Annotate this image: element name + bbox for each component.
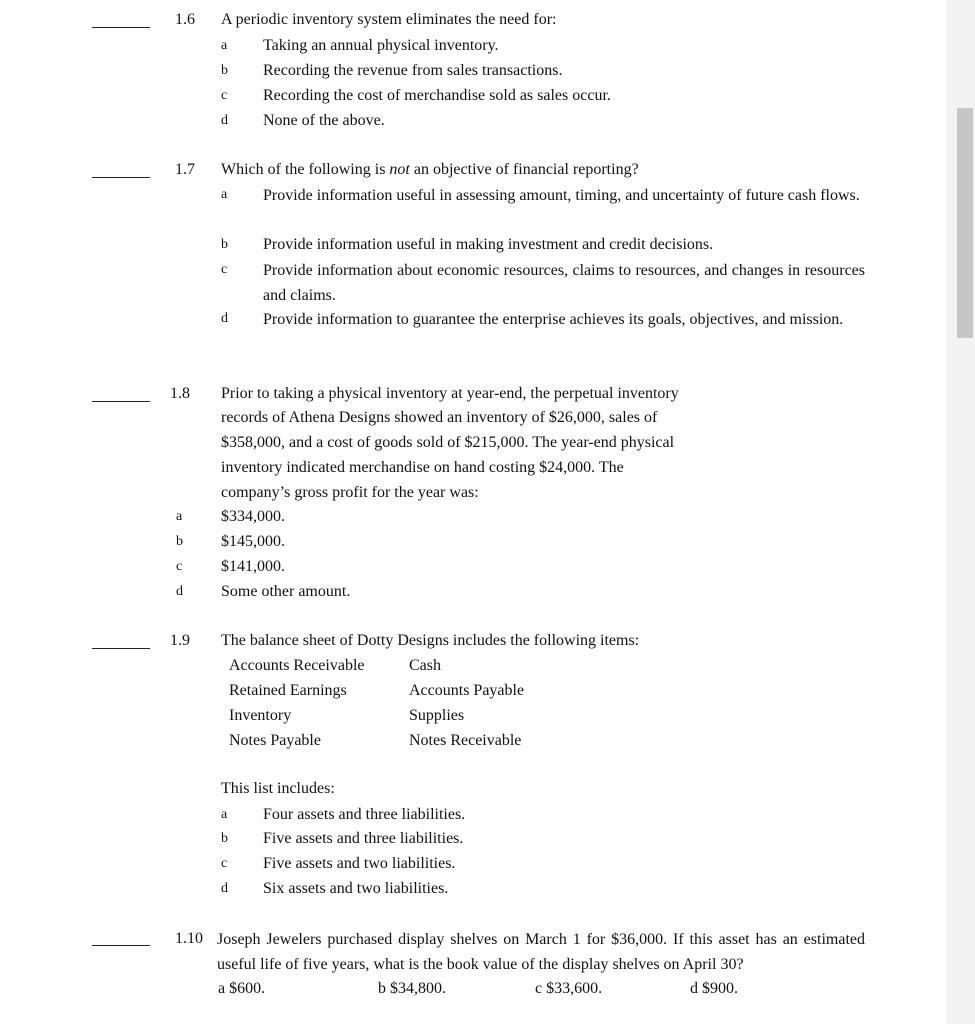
- balance-item: Cash: [409, 657, 441, 674]
- option-letter: c: [221, 88, 228, 103]
- scrollbar-thumb[interactable]: [957, 108, 973, 338]
- option-text: Five assets and three liabilities.: [263, 830, 464, 847]
- question-text-line: inventory indicated merchandise on hand costing $24,000. The: [221, 459, 624, 476]
- option-text: $334,000.: [221, 508, 285, 525]
- option-letter: c: [221, 262, 228, 277]
- option-text: Six assets and two liabilities.: [263, 880, 449, 897]
- option-letter: b: [221, 831, 228, 846]
- question-number: 1.6: [175, 11, 195, 28]
- option-text: Five assets and two liabilities.: [263, 855, 456, 872]
- question-text-line: company’s gross profit for the year was:: [221, 484, 479, 501]
- option-text: $141,000.: [221, 558, 285, 575]
- balance-item: Retained Earnings: [229, 682, 347, 699]
- option-letter: b: [176, 534, 183, 549]
- question-number: 1.8: [170, 385, 190, 402]
- option-letter: d: [221, 311, 228, 326]
- option-letter: c: [176, 559, 183, 574]
- option-text: d $900.: [690, 980, 738, 997]
- option-letter: d: [221, 881, 228, 896]
- question-text-line: records of Athena Designs showed an inventory of $26,000, sales of: [221, 409, 658, 426]
- question-text-pre: Which of the following is: [221, 161, 386, 178]
- option-text: Provide information to guarantee the enterprise achieves its goals, objectives, and mission.: [263, 311, 844, 328]
- option-text: Some other amount.: [221, 583, 351, 600]
- balance-item: Inventory: [229, 707, 292, 724]
- question-text-line: Prior to taking a physical inventory at year-end, the perpetual inventory: [221, 385, 679, 402]
- option-letter: d: [221, 113, 228, 128]
- option-text: None of the above.: [263, 112, 385, 129]
- question-text-emphasis: not: [389, 161, 410, 178]
- question-number: 1.7: [175, 161, 195, 178]
- question-prompt: This list includes:: [221, 780, 335, 797]
- answer-blank[interactable]: [92, 177, 150, 178]
- balance-item: Supplies: [409, 707, 465, 724]
- answer-blank[interactable]: [92, 945, 150, 946]
- option-text: Recording the revenue from sales transactions.: [263, 62, 563, 79]
- option-text: $145,000.: [221, 533, 285, 550]
- balance-item: Accounts Payable: [409, 682, 525, 699]
- balance-item: Accounts Receivable: [229, 657, 365, 674]
- option-text: Four assets and three liabilities.: [263, 806, 466, 823]
- option-text: Provide information useful in making investment and credit decisions.: [263, 236, 714, 253]
- option-text: b $34,800.: [378, 980, 446, 997]
- balance-item: Notes Payable: [229, 732, 321, 749]
- option-text: c $33,600.: [535, 980, 603, 997]
- option-text: Recording the cost of merchandise sold as sales occur.: [263, 87, 611, 104]
- question-text-line: $358,000, and a cost of goods sold of $215,000. The year-end physical: [221, 434, 675, 451]
- balance-item: Notes Receivable: [409, 732, 522, 749]
- option-letter: a: [221, 807, 228, 822]
- question-text: [221, 160, 639, 180]
- question-text-post: an objective of financial reporting?: [413, 161, 639, 178]
- question-text: Joseph Jewelers purchased display shelves on March 1 for $36,000. If this asset has an estimated useful life of five years, what is the book value of the display shelves on April 30?: [217, 931, 865, 973]
- option-letter: a: [221, 38, 228, 53]
- option-text: Provide information about economic resources, claims to resources, and changes in resources and claims.: [263, 262, 865, 304]
- answer-blank[interactable]: [92, 401, 150, 402]
- option-text: Taking an annual physical inventory.: [263, 37, 499, 54]
- question-number: 1.9: [170, 632, 190, 649]
- option-text: Provide information useful in assessing amount, timing, and uncertainty of future cash flows.: [263, 187, 860, 204]
- option-letter: c: [221, 856, 228, 871]
- option-letter: b: [221, 237, 228, 252]
- option-letter: a: [221, 187, 228, 202]
- option-letter: d: [176, 584, 183, 599]
- answer-blank[interactable]: [92, 648, 150, 649]
- option-letter: a: [176, 509, 183, 524]
- option-text: a $600.: [218, 980, 266, 997]
- question-number: 1.10: [175, 930, 203, 947]
- answer-blank[interactable]: [92, 27, 150, 28]
- option-letter: b: [221, 63, 228, 78]
- question-text: A periodic inventory system eliminates the need for:: [221, 11, 557, 28]
- question-text: The balance sheet of Dotty Designs includes the following items:: [221, 632, 640, 649]
